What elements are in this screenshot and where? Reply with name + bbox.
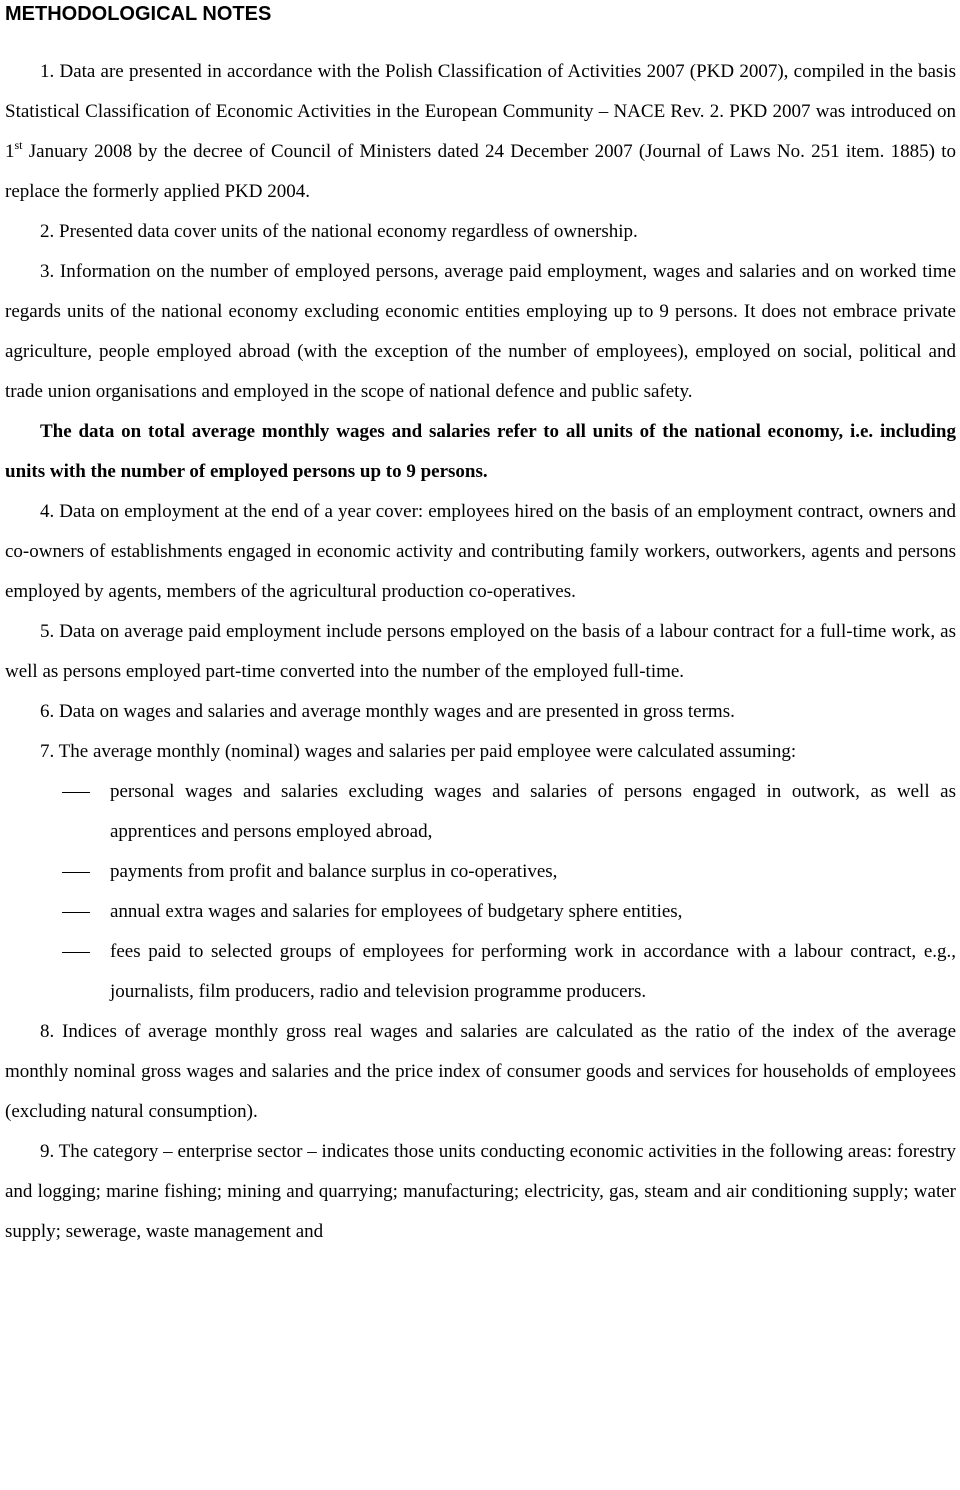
note-1-text-a: 1. Data are presented in accordance with the Polish Classification of Activities 2007 (PKD 2007), compiled in the basis Statistical Classification of Economic Activities in the European Community – NACE Rev. 2. PKD 2007 was introduced on 1: [5, 61, 956, 162]
page-title: METHODOLOGICAL NOTES: [5, 3, 272, 25]
dash-bullet-icon: [52, 892, 90, 932]
document-page: [0, 2, 960, 1490]
note-3-bold: The data on total average monthly wages and salaries refer to all units of the national economy, i.e. including units with the number of employed persons up to 9 persons.: [5, 421, 956, 482]
note-6: 6. Data on wages and salaries and average monthly wages and are presented in gross terms.: [40, 701, 735, 722]
note-7-list: [5, 772, 956, 1012]
note-8: 8. Indices of average monthly gross real wages and salaries are calculated as the ratio of the index of the average monthly nominal gross wages and salaries and the price index of consumer goods and services for households of employees (excluding natural consumption).: [5, 1021, 956, 1122]
note-7: 7. The average monthly (nominal) wages and salaries per paid employee were calculated assuming:: [40, 741, 797, 762]
list-item: [110, 852, 956, 892]
list-item-text: fees paid to selected groups of employees for performing work in accordance with a labour contract, e.g., journalists, film producers, radio and television programme producers.: [110, 941, 956, 1002]
note-3: 3. Information on the number of employed persons, average paid employment, wages and salaries and on worked time regards units of the national economy excluding economic entities employing up to 9 persons. It does not embrace private agriculture, people employed abroad (with the exception of the number of employees), employed on social, political and trade union organisations and employed in the scope of national defence and public safety.: [5, 261, 956, 402]
note-1-superscript: st: [14, 138, 23, 152]
note-5: 5. Data on average paid employment include persons employed on the basis of a labour contract for a full-time work, as well as persons employed part-time converted into the number of the employed full-time.: [5, 621, 956, 682]
note-1: [5, 52, 956, 212]
note-2: 2. Presented data cover units of the national economy regardless of ownership.: [40, 221, 638, 242]
list-item: [110, 892, 956, 932]
list-item-text: personal wages and salaries excluding wages and salaries of persons engaged in outwork, as well as apprentices and persons employed abroad,: [110, 781, 956, 842]
list-item: [110, 932, 956, 1012]
note-4: 4. Data on employment at the end of a year cover: employees hired on the basis of an employment contract, owners and co-owners of establishments engaged in economic activity and contributing family workers, outworkers, agents and persons employed by agents, members of the agricultural production co-operatives.: [5, 501, 956, 602]
dash-bullet-icon: [52, 932, 90, 972]
list-item-text: annual extra wages and salaries for employees of budgetary sphere entities,: [110, 901, 683, 922]
note-9: 9. The category – enterprise sector – indicates those units conducting economic activities in the following areas: forestry and logging; marine fishing; mining and quarrying; manufacturing; electricity, gas, steam and air conditioning supply; water supply; sewerage, waste management and: [5, 1141, 956, 1242]
dash-bullet-icon: [52, 772, 90, 812]
list-item: [110, 772, 956, 852]
dash-bullet-icon: [52, 852, 90, 892]
list-item-text: payments from profit and balance surplus in co-operatives,: [110, 861, 558, 882]
note-1-text-b: January 2008 by the decree of Council of Ministers dated 24 December 2007 (Journal of Laws No. 251 item. 1885) to replace the formerly applied PKD 2004.: [5, 141, 956, 202]
